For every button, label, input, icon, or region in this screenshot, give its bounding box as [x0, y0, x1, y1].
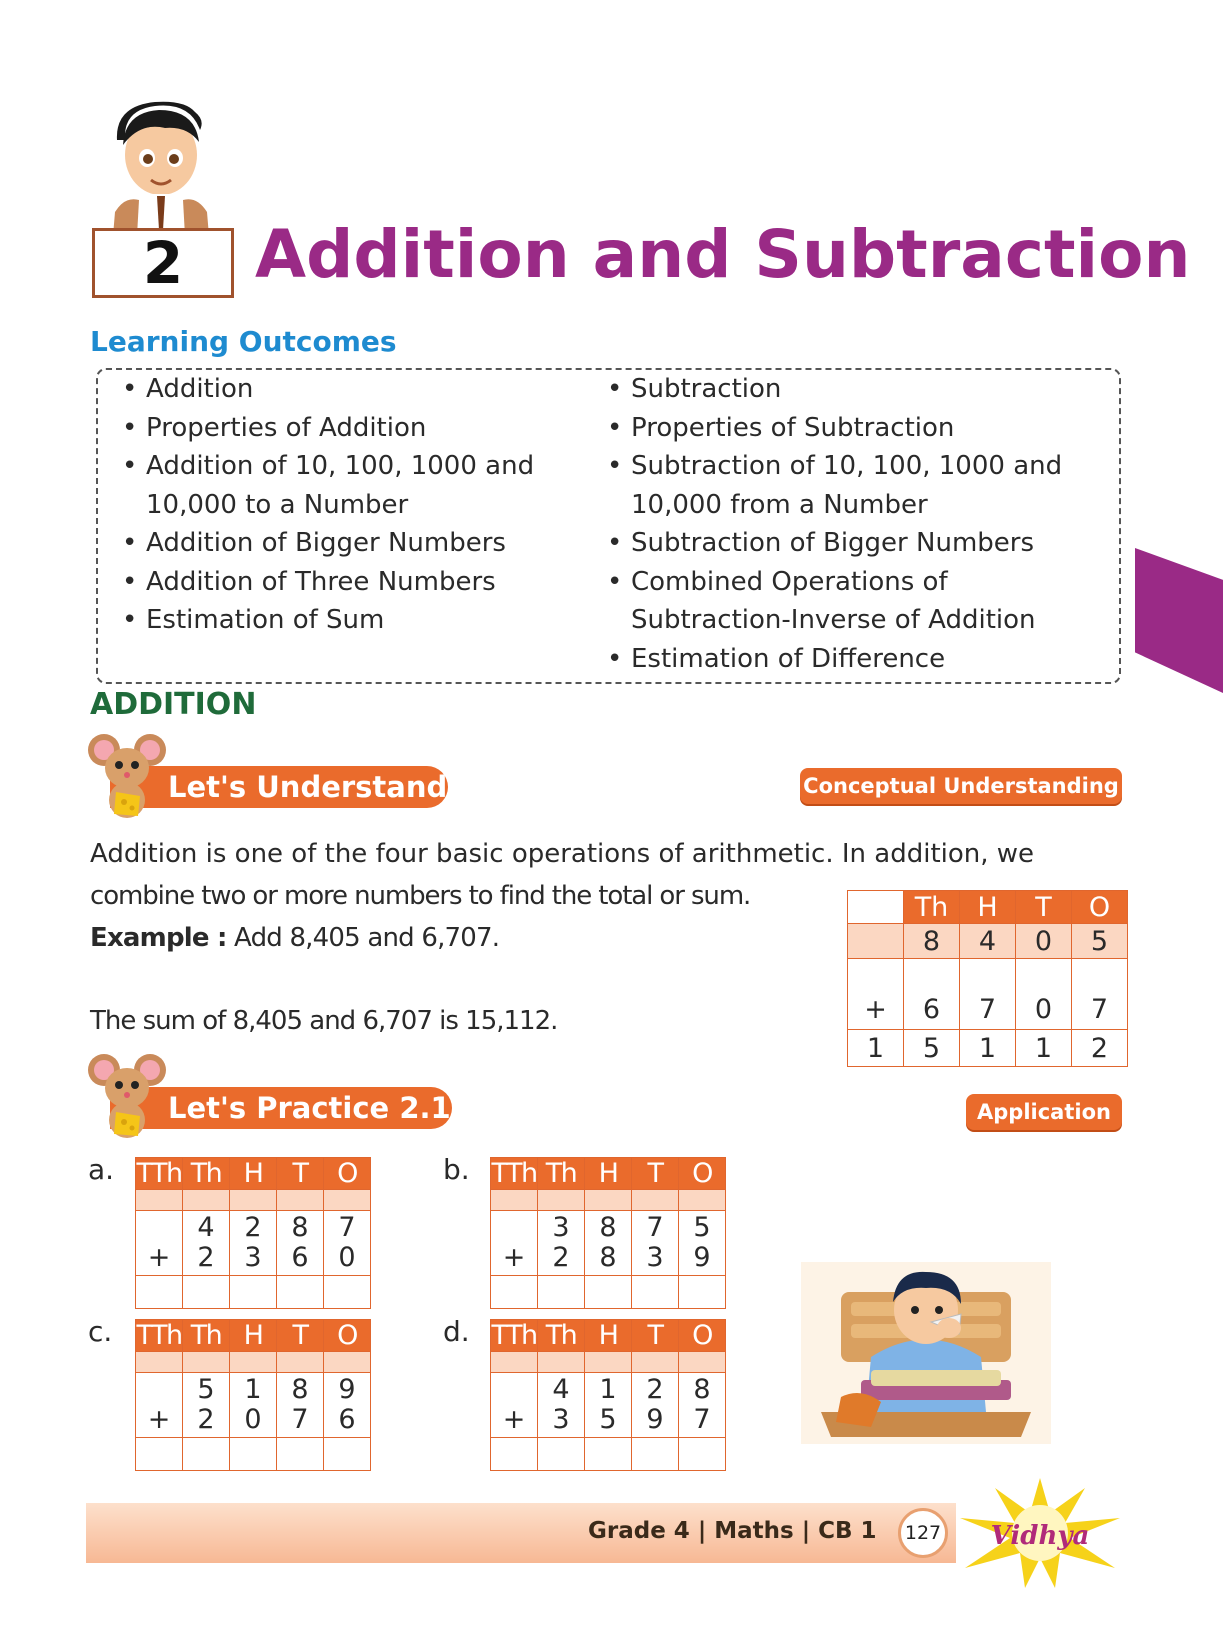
- column-header: Th: [183, 1158, 230, 1190]
- outcomes-right-list: [607, 370, 1077, 678]
- column-header: TTh: [491, 1158, 537, 1189]
- carry-cell[interactable]: [324, 1190, 371, 1211]
- lets-understand-heading: Let's Understand: [110, 766, 448, 808]
- column-header: Th: [904, 891, 960, 924]
- table-cell: 8 7: [277, 1373, 324, 1438]
- answer-cell[interactable]: [136, 1276, 183, 1309]
- column-header: H: [585, 1158, 632, 1190]
- table-cell: 5: [1072, 924, 1128, 959]
- carry-cell[interactable]: [183, 1190, 230, 1211]
- column-header: Th: [538, 1158, 585, 1190]
- carry-cell[interactable]: [585, 1190, 632, 1211]
- table-cell: [848, 924, 904, 959]
- answer-cell[interactable]: [277, 1438, 324, 1471]
- list-item: Subtraction-Inverse of Addition: [631, 605, 1036, 635]
- carry-cell[interactable]: [585, 1352, 632, 1373]
- table-cell: +: [136, 1211, 183, 1276]
- answer-cell[interactable]: [679, 1438, 726, 1471]
- column-header: O: [324, 1320, 371, 1352]
- answer-cell[interactable]: [183, 1438, 230, 1471]
- example-label: Example :: [90, 923, 227, 953]
- answer-cell[interactable]: [538, 1276, 585, 1309]
- answer-cell[interactable]: [230, 1438, 277, 1471]
- table-cell: 1: [960, 1030, 1016, 1067]
- answer-cell[interactable]: [585, 1438, 632, 1471]
- table-cell: 1 5: [585, 1373, 632, 1438]
- problem-label: a.: [88, 1153, 115, 1186]
- table-cell: 4 2: [183, 1211, 230, 1276]
- column-header: TTh: [491, 1320, 537, 1351]
- list-item: • Subtraction: [607, 370, 1077, 409]
- list-item: 10,000 to a Number: [146, 489, 409, 520]
- chapter-edge-tab: [1135, 548, 1223, 693]
- table-cell: 2: [1072, 1030, 1128, 1067]
- practice-table-b: [490, 1157, 726, 1309]
- table-cell: 8 6: [277, 1211, 324, 1276]
- carry-cell[interactable]: [491, 1352, 538, 1373]
- column-header: H: [585, 1320, 632, 1352]
- column-header: T: [632, 1158, 679, 1190]
- list-item: • Addition of Bigger Numbers: [122, 524, 582, 563]
- answer-cell[interactable]: [632, 1438, 679, 1471]
- column-header: TTh: [136, 1158, 182, 1189]
- carry-cell[interactable]: [538, 1190, 585, 1211]
- table-cell: 7: [960, 959, 1016, 1030]
- column-header: T: [277, 1158, 324, 1190]
- mouse-icon: [86, 730, 168, 822]
- answer-cell[interactable]: [277, 1276, 324, 1309]
- table-cell: 0: [1016, 924, 1072, 959]
- table-cell: 9 6: [324, 1373, 371, 1438]
- chapter-number: 2: [92, 228, 234, 298]
- column-header: H: [960, 891, 1016, 924]
- list-item: 10,000 from a Number: [631, 489, 928, 520]
- answer-cell[interactable]: [538, 1438, 585, 1471]
- learning-outcomes-heading: Learning Outcomes: [90, 325, 397, 358]
- table-cell: 7 0: [324, 1211, 371, 1276]
- practice-table-c: [135, 1319, 371, 1471]
- list-item: • Properties of Addition: [122, 409, 582, 448]
- carry-cell[interactable]: [136, 1352, 183, 1373]
- carry-cell[interactable]: [679, 1190, 726, 1211]
- table-cell: 1: [1016, 1030, 1072, 1067]
- column-header: H: [230, 1320, 277, 1352]
- table-cell: 6: [904, 959, 960, 1030]
- practice-table-d: [490, 1319, 726, 1471]
- column-header: Th: [183, 1320, 230, 1352]
- column-header: O: [679, 1158, 726, 1190]
- table-cell: 7 3: [632, 1211, 679, 1276]
- carry-cell[interactable]: [230, 1352, 277, 1373]
- carry-cell[interactable]: [679, 1352, 726, 1373]
- application-tag: Application: [966, 1094, 1122, 1130]
- addition-definition-line2: combine two or more numbers to find the total or sum.: [90, 881, 751, 911]
- column-header: T: [632, 1320, 679, 1352]
- table-cell: +: [491, 1373, 538, 1438]
- answer-cell[interactable]: [491, 1276, 538, 1309]
- addition-definition-line1: Addition is one of the four basic operations of arithmetic. In addition, we: [90, 839, 1035, 869]
- carry-cell[interactable]: [632, 1190, 679, 1211]
- table-cell: 4 3: [538, 1373, 585, 1438]
- boy-illustration: [95, 100, 230, 240]
- table-cell: 5 9: [679, 1211, 726, 1276]
- boy-eating-lunch-illustration: [801, 1262, 1051, 1444]
- mouse-icon: [86, 1050, 168, 1142]
- column-header: H: [230, 1158, 277, 1190]
- vidhya-logo: [955, 1478, 1125, 1588]
- page-number: 127: [898, 1508, 948, 1558]
- table-cell: 2 3: [230, 1211, 277, 1276]
- table-cell: 8: [904, 924, 960, 959]
- list-item: • Subtraction of Bigger Numbers: [607, 524, 1077, 563]
- answer-cell[interactable]: [491, 1438, 538, 1471]
- column-header: Th: [538, 1320, 585, 1352]
- example-text: Add 8,405 and 6,707.: [226, 923, 500, 953]
- table-cell: 8 8: [585, 1211, 632, 1276]
- list-item: • Combined Operations of: [607, 563, 1077, 602]
- table-cell: 7: [1072, 959, 1128, 1030]
- table-cell: 0: [1016, 959, 1072, 1030]
- list-item: • Addition of Three Numbers: [122, 563, 582, 602]
- answer-cell[interactable]: [324, 1438, 371, 1471]
- problem-label: c.: [88, 1315, 113, 1348]
- column-header: T: [1016, 891, 1072, 924]
- list-item: • Subtraction of 10, 100, 1000 and: [607, 447, 1077, 486]
- outcomes-left-list: [122, 370, 582, 640]
- table-cell: 2 9: [632, 1373, 679, 1438]
- carry-cell[interactable]: [324, 1352, 371, 1373]
- carry-cell[interactable]: [136, 1190, 183, 1211]
- table-cell: +: [848, 959, 904, 1030]
- table-cell: 8 7: [679, 1373, 726, 1438]
- table-cell: 4: [960, 924, 1016, 959]
- table-cell: 5: [904, 1030, 960, 1067]
- lets-practice-heading: Let's Practice 2.1: [110, 1087, 452, 1129]
- carry-cell[interactable]: [277, 1352, 324, 1373]
- column-header: O: [1072, 891, 1128, 924]
- answer-cell[interactable]: [324, 1276, 371, 1309]
- problem-label: b.: [443, 1153, 470, 1186]
- list-item: • Estimation of Difference: [607, 640, 1077, 679]
- carry-cell[interactable]: [230, 1190, 277, 1211]
- column-header: TTh: [136, 1320, 182, 1351]
- table-cell: 1 0: [230, 1373, 277, 1438]
- list-item: • Addition: [122, 370, 582, 409]
- footer-grade-subject: Grade 4 | Maths | CB 1: [588, 1518, 877, 1544]
- practice-table-a: [135, 1157, 371, 1309]
- example-line: [90, 917, 499, 959]
- list-item: • Addition of 10, 100, 1000 and: [122, 447, 582, 486]
- answer-cell[interactable]: [136, 1438, 183, 1471]
- list-item: • Properties of Subtraction: [607, 409, 1077, 448]
- answer-cell[interactable]: [230, 1276, 277, 1309]
- column-header: T: [277, 1320, 324, 1352]
- table-cell: +: [491, 1211, 538, 1276]
- table-cell: 1: [848, 1030, 904, 1067]
- sum-statement: The sum of 8,405 and 6,707 is 15,112.: [90, 1006, 558, 1036]
- answer-cell[interactable]: [183, 1276, 230, 1309]
- table-cell: +: [136, 1373, 183, 1438]
- answer-cell[interactable]: [585, 1276, 632, 1309]
- carry-cell[interactable]: [491, 1190, 538, 1211]
- problem-label: d.: [443, 1315, 470, 1348]
- answer-cell[interactable]: [679, 1276, 726, 1309]
- conceptual-understanding-tag: Conceptual Understanding: [800, 768, 1122, 804]
- column-header: O: [324, 1158, 371, 1190]
- carry-cell[interactable]: [183, 1352, 230, 1373]
- section-heading: ADDITION: [90, 687, 257, 722]
- logo-text: Vidhya: [990, 1521, 1090, 1551]
- carry-cell[interactable]: [538, 1352, 585, 1373]
- carry-cell[interactable]: [632, 1352, 679, 1373]
- table-cell: 3 2: [538, 1211, 585, 1276]
- column-header: [848, 891, 904, 924]
- list-item: • Estimation of Sum: [122, 601, 582, 640]
- answer-cell[interactable]: [632, 1276, 679, 1309]
- chapter-title: Addition and Subtraction: [255, 216, 1191, 293]
- table-cell: 5 2: [183, 1373, 230, 1438]
- column-header: O: [679, 1320, 726, 1352]
- carry-cell[interactable]: [277, 1190, 324, 1211]
- example-place-value-table: [847, 890, 1128, 1067]
